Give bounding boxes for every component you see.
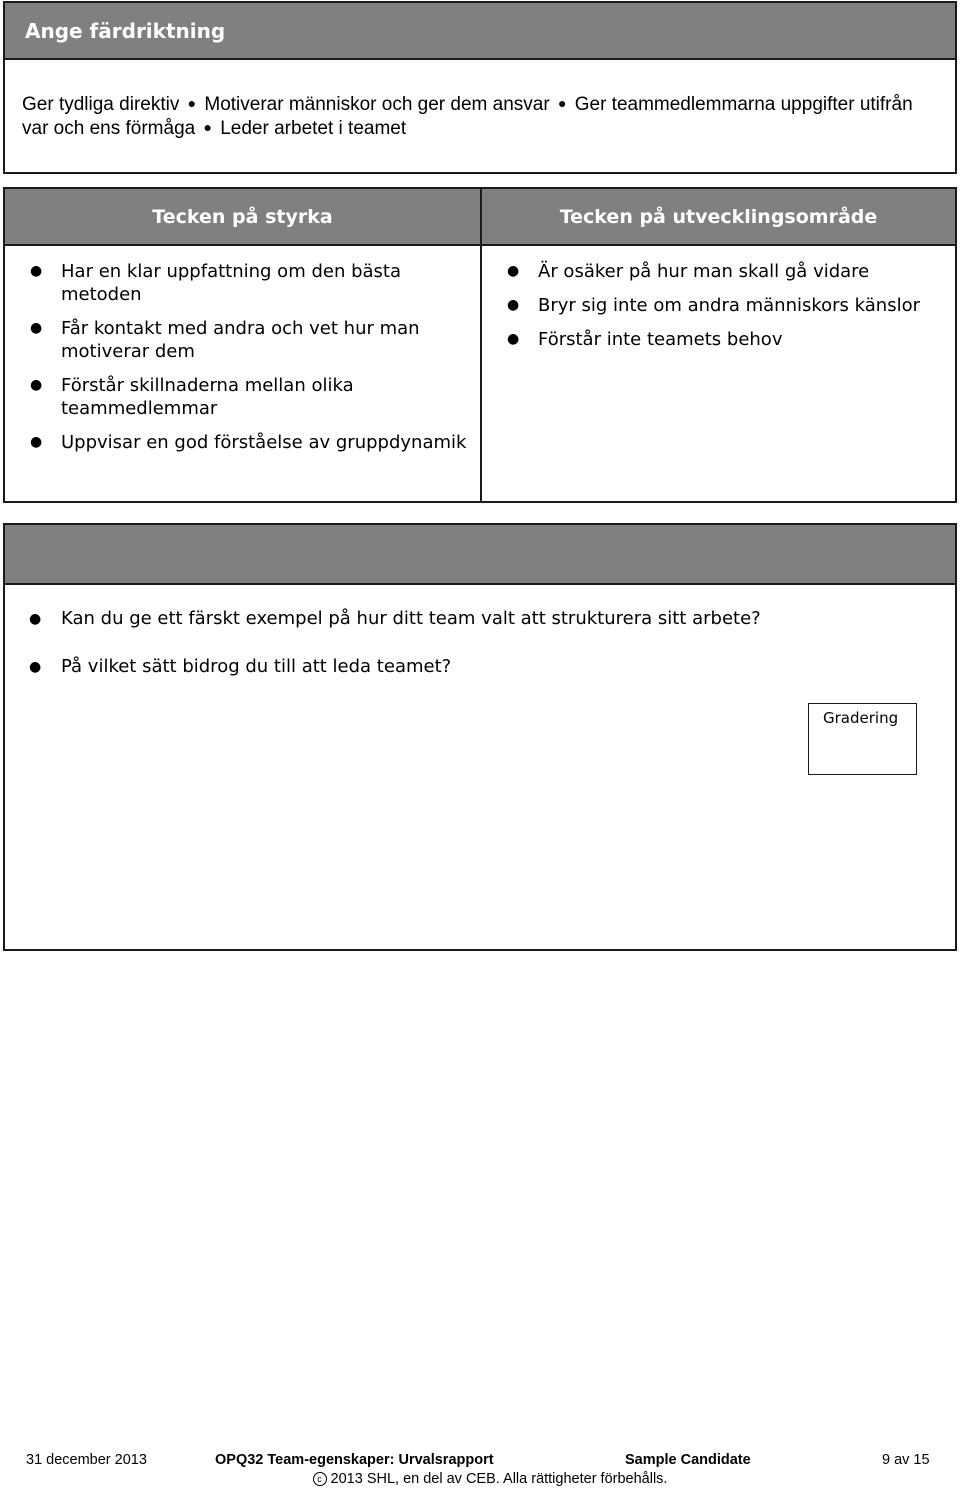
question-item	[5, 607, 955, 631]
questions-header-bar	[5, 525, 955, 585]
development-list	[482, 246, 955, 351]
strengths-header: Tecken på styrka	[5, 189, 480, 246]
bullet-icon: ●	[507, 297, 520, 313]
signs-table	[3, 187, 957, 503]
page-footer	[0, 1452, 960, 1487]
footer-candidate: Sample Candidate	[625, 1452, 751, 1468]
summary-item: Motiverar människor och ger dem ansvar	[204, 94, 550, 115]
list-item	[482, 294, 943, 317]
bullet-icon: ●	[507, 263, 520, 279]
bullet-icon: ●	[30, 377, 43, 393]
summary-item: Ger teammedlemmarna uppgifter utifrån var och ens förmåga	[22, 94, 913, 139]
bullet-icon: ●	[203, 119, 212, 135]
footer-date: 31 december 2013	[26, 1452, 147, 1468]
bullet-icon: ●	[30, 434, 43, 450]
interview-questions-panel	[3, 523, 957, 951]
development-column	[482, 189, 955, 501]
strengths-column	[5, 189, 482, 501]
copyright-icon: c	[313, 1472, 327, 1486]
summary-text	[5, 60, 955, 141]
bullet-icon: ●	[30, 320, 43, 336]
list-item	[5, 260, 468, 306]
questions-list	[5, 585, 955, 679]
bullet-icon: ●	[557, 95, 567, 111]
list-item-text: Har en klar uppfattning om den bästa metoden	[61, 261, 401, 305]
list-item-text: Förstår skillnaderna mellan olika teammedlemmar	[61, 375, 354, 419]
list-item	[482, 260, 943, 283]
footer-copyright	[0, 1471, 960, 1487]
copyright-text: 2013 SHL, en del av CEB. Alla rättigheter förbehålls.	[330, 1471, 668, 1487]
footer-report-title: OPQ32 Team-egenskaper: Urvalsrapport	[215, 1452, 494, 1468]
section-title: Ange färdriktning	[5, 3, 955, 60]
list-item-text: Bryr sig inte om andra människors känslor	[538, 295, 920, 316]
question-item	[5, 655, 955, 679]
footer-page-number: 9 av 15	[882, 1452, 930, 1468]
strengths-list	[5, 246, 480, 454]
summary-item: Leder arbetet i teamet	[220, 118, 407, 139]
bullet-icon: ●	[187, 95, 197, 111]
grading-box[interactable]	[808, 703, 917, 775]
question-text: Kan du ge ett färskt exempel på hur ditt team valt att strukturera sitt arbete?	[61, 608, 761, 629]
list-item	[5, 431, 468, 454]
grading-label: Gradering	[823, 709, 899, 727]
bullet-icon: ●	[29, 659, 42, 675]
list-item	[5, 374, 468, 420]
list-item	[482, 328, 943, 351]
bullet-icon: ●	[29, 611, 42, 627]
list-item-text: Får kontakt med andra och vet hur man motiverar dem	[61, 318, 420, 362]
list-item-text: Förstår inte teamets behov	[538, 329, 783, 350]
competency-summary-panel	[3, 1, 957, 174]
bullet-icon: ●	[30, 263, 43, 279]
summary-item: Ger tydliga direktiv	[22, 94, 180, 115]
list-item-text: Är osäker på hur man skall gå vidare	[538, 261, 870, 282]
development-header: Tecken på utvecklingsområde	[482, 189, 955, 246]
list-item-text: Uppvisar en god förståelse av gruppdynamik	[61, 432, 467, 453]
bullet-icon: ●	[507, 331, 520, 347]
list-item	[5, 317, 468, 363]
question-text: På vilket sätt bidrog du till att leda teamet?	[61, 656, 452, 677]
